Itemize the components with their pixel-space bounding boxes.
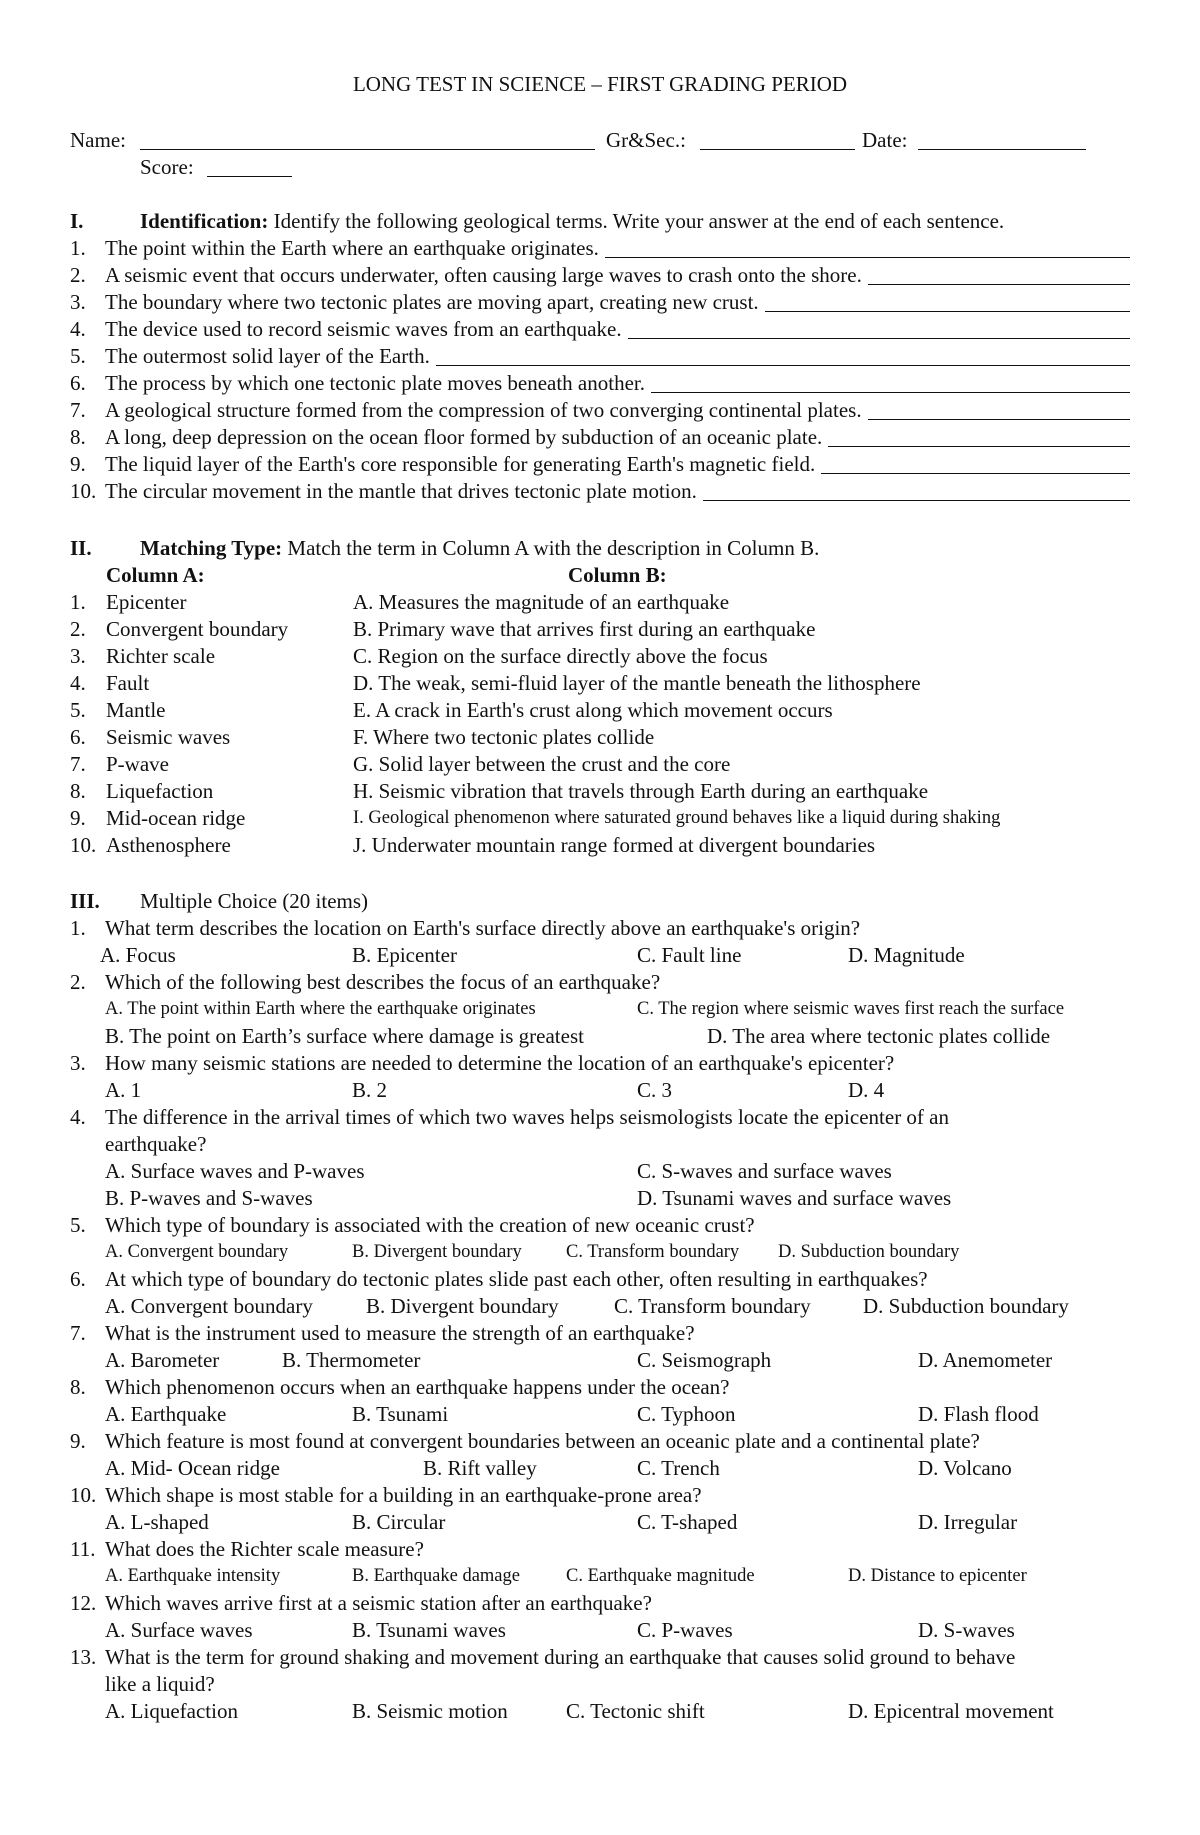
choice-c[interactable]: C. Typhoon bbox=[637, 1402, 736, 1426]
choice-b[interactable]: B. Divergent boundary bbox=[352, 1242, 522, 1262]
item-text: A long, deep depression on the ocean floor formed by subduction of an oceanic plate. bbox=[105, 425, 823, 449]
choice-b[interactable]: B. 2 bbox=[352, 1078, 388, 1102]
question-text: Which type of boundary is associated with the creation of new oceanic crust? bbox=[105, 1213, 755, 1237]
name-row bbox=[70, 127, 126, 153]
choice-c[interactable]: C. P-waves bbox=[637, 1618, 733, 1642]
date-blank[interactable] bbox=[918, 149, 1086, 150]
section2-instruction: Match the term in Column A with the description in Column B. bbox=[287, 536, 820, 560]
choice-d[interactable]: D. Flash flood bbox=[918, 1402, 1039, 1426]
column-a-header: Column A: bbox=[106, 563, 205, 587]
question-number: 11. bbox=[70, 1537, 96, 1561]
choice-a[interactable]: A. Barometer bbox=[105, 1348, 220, 1372]
answer-blank[interactable] bbox=[605, 257, 1130, 258]
question-text: What is the term for ground shaking and movement during an earthquake that causes solid ground to behave bbox=[105, 1645, 1016, 1669]
choice-b[interactable]: B. Tsunami waves bbox=[352, 1618, 506, 1642]
question-number: 6. bbox=[70, 1267, 86, 1291]
question-number: 12. bbox=[70, 1591, 97, 1615]
answer-blank[interactable] bbox=[868, 419, 1130, 420]
row-number: 9. bbox=[70, 806, 86, 830]
question-number: 3. bbox=[70, 1051, 86, 1075]
choice-d[interactable]: D. Subduction boundary bbox=[863, 1294, 1069, 1318]
answer-blank[interactable] bbox=[765, 311, 1130, 312]
choice-d[interactable]: D. Magnitude bbox=[848, 943, 965, 967]
section1-instruction: Identify the following geological terms. Write your answer at the end of each sentence. bbox=[273, 209, 1005, 233]
choice-d[interactable]: D. Tsunami waves and surface waves bbox=[637, 1186, 952, 1210]
answer-blank[interactable] bbox=[703, 500, 1130, 501]
score-label: Score: bbox=[140, 155, 194, 179]
section3-heading: Multiple Choice (20 items) bbox=[140, 889, 369, 913]
question-number: 13. bbox=[70, 1645, 97, 1669]
column-a-term: Convergent boundary bbox=[106, 617, 289, 641]
row-number: 2. bbox=[70, 617, 86, 641]
choice-b[interactable]: B. Earthquake damage bbox=[352, 1566, 520, 1586]
column-b-description: I. Geological phenomenon where saturated ground behaves like a liquid during shaking bbox=[353, 808, 1001, 828]
choice-d[interactable]: D. Anemometer bbox=[918, 1348, 1053, 1372]
item-number: 1. bbox=[70, 236, 86, 260]
score-blank[interactable] bbox=[207, 176, 292, 177]
choice-b[interactable]: B. The point on Earth’s surface where damage is greatest bbox=[105, 1024, 584, 1048]
question-number: 8. bbox=[70, 1375, 86, 1399]
section3-roman: III. bbox=[70, 889, 100, 913]
choice-c[interactable]: C. The region where seismic waves first reach the surface bbox=[637, 999, 1065, 1019]
column-a-term: Seismic waves bbox=[106, 725, 231, 749]
choice-b[interactable]: B. Seismic motion bbox=[352, 1699, 508, 1723]
page-title: LONG TEST IN SCIENCE – FIRST GRADING PERIOD bbox=[352, 72, 848, 96]
question-text-continued: like a liquid? bbox=[105, 1672, 215, 1696]
column-a-term: Fault bbox=[106, 671, 150, 695]
choice-c[interactable]: C. S-waves and surface waves bbox=[637, 1159, 892, 1183]
choice-a[interactable]: A. The point within Earth where the earthquake originates bbox=[105, 999, 536, 1019]
name-blank[interactable] bbox=[140, 149, 595, 150]
item-text: A geological structure formed from the compression of two converging continental plates. bbox=[105, 398, 862, 422]
date-label: Date: bbox=[862, 128, 908, 152]
column-a-term: Mantle bbox=[106, 698, 166, 722]
item-text: The device used to record seismic waves from an earthquake. bbox=[105, 317, 622, 341]
question-text: What does the Richter scale measure? bbox=[105, 1537, 424, 1561]
section2-heading: Matching Type: bbox=[140, 536, 283, 560]
item-text: The outermost solid layer of the Earth. bbox=[105, 344, 430, 368]
choice-c[interactable]: C. Transform boundary bbox=[566, 1242, 740, 1262]
section2-roman: II. bbox=[70, 536, 92, 560]
choice-d[interactable]: D. Distance to epicenter bbox=[848, 1566, 1027, 1586]
item-text: The circular movement in the mantle that drives tectonic plate motion. bbox=[105, 479, 697, 503]
item-number: 3. bbox=[70, 290, 86, 314]
item-text: The boundary where two tectonic plates are moving apart, creating new crust. bbox=[105, 290, 759, 314]
section2-header bbox=[140, 535, 819, 561]
row-number: 1. bbox=[70, 590, 86, 614]
question-text: Which waves arrive first at a seismic station after an earthquake? bbox=[105, 1591, 652, 1615]
row-number: 6. bbox=[70, 725, 86, 749]
question-number: 2. bbox=[70, 970, 86, 994]
choice-a[interactable]: A. Liquefaction bbox=[105, 1699, 238, 1723]
item-number: 6. bbox=[70, 371, 86, 395]
choice-b[interactable]: B. Thermometer bbox=[282, 1348, 421, 1372]
column-b-description: H. Seismic vibration that travels through Earth during an earthquake bbox=[353, 779, 929, 803]
row-number: 4. bbox=[70, 671, 86, 695]
item-text: The point within the Earth where an earthquake originates. bbox=[105, 236, 599, 260]
choice-d[interactable]: D. S-waves bbox=[918, 1618, 1015, 1642]
choice-a[interactable]: A. Earthquake intensity bbox=[105, 1566, 281, 1586]
question-text: The difference in the arrival times of which two waves helps seismologists locate the epicenter of an bbox=[105, 1105, 949, 1129]
column-a-term: P-wave bbox=[106, 752, 169, 776]
answer-blank[interactable] bbox=[821, 473, 1130, 474]
choice-d[interactable]: D. Volcano bbox=[918, 1456, 1012, 1480]
question-number: 1. bbox=[70, 916, 86, 940]
column-b-description: F. Where two tectonic plates collide bbox=[353, 725, 655, 749]
column-b-description: E. A crack in Earth's crust along which movement occurs bbox=[353, 698, 833, 722]
question-text: At which type of boundary do tectonic plates slide past each other, often resulting in earthquakes? bbox=[105, 1267, 928, 1291]
choice-a[interactable]: A. Surface waves bbox=[105, 1618, 253, 1642]
question-text: How many seismic stations are needed to determine the location of an earthquake's epicenter? bbox=[105, 1051, 895, 1075]
item-number: 5. bbox=[70, 344, 86, 368]
column-b-header: Column B: bbox=[568, 563, 667, 587]
question-number: 4. bbox=[70, 1105, 86, 1129]
item-number: 2. bbox=[70, 263, 86, 287]
column-b-description: G. Solid layer between the crust and the core bbox=[353, 752, 731, 776]
row-number: 8. bbox=[70, 779, 86, 803]
section1-header bbox=[140, 208, 1004, 234]
answer-blank[interactable] bbox=[868, 284, 1130, 285]
question-text: Which shape is most stable for a building in an earthquake-prone area? bbox=[105, 1483, 702, 1507]
choice-d[interactable]: D. The area where tectonic plates collide bbox=[707, 1024, 1051, 1048]
choice-d[interactable]: D. 4 bbox=[848, 1078, 885, 1102]
choice-b[interactable]: B. Divergent boundary bbox=[366, 1294, 559, 1318]
choice-b[interactable]: B. Rift valley bbox=[423, 1456, 537, 1480]
choice-a[interactable]: A. Focus bbox=[100, 943, 176, 967]
choice-b[interactable]: B. Epicenter bbox=[352, 943, 457, 967]
column-b-description: D. The weak, semi-fluid layer of the mantle beneath the lithosphere bbox=[353, 671, 921, 695]
item-text: The liquid layer of the Earth's core responsible for generating Earth's magnetic field. bbox=[105, 452, 816, 476]
grsec-blank[interactable] bbox=[700, 149, 855, 150]
row-number: 5. bbox=[70, 698, 86, 722]
choice-c[interactable]: C. T-shaped bbox=[637, 1510, 738, 1534]
section1-heading: Identification: bbox=[140, 209, 269, 233]
question-number: 10. bbox=[70, 1483, 97, 1507]
column-a-term: Richter scale bbox=[106, 644, 216, 668]
column-b-description: A. Measures the magnitude of an earthquake bbox=[353, 590, 730, 614]
question-text-continued: earthquake? bbox=[105, 1132, 207, 1156]
choice-c[interactable]: C. 3 bbox=[637, 1078, 673, 1102]
choice-c[interactable]: C. Fault line bbox=[637, 943, 742, 967]
question-number: 5. bbox=[70, 1213, 86, 1237]
column-a-term: Epicenter bbox=[106, 590, 187, 614]
question-text: Which feature is most found at convergent boundaries between an oceanic plate and a continental plate? bbox=[105, 1429, 980, 1453]
item-number: 4. bbox=[70, 317, 86, 341]
question-text: What term describes the location on Earth's surface directly above an earthquake's origin? bbox=[105, 916, 861, 940]
choice-c[interactable]: C. Earthquake magnitude bbox=[566, 1566, 755, 1586]
item-number: 7. bbox=[70, 398, 86, 422]
row-number: 10. bbox=[70, 833, 97, 857]
answer-blank[interactable] bbox=[651, 392, 1130, 393]
choice-a[interactable]: A. Convergent boundary bbox=[105, 1294, 313, 1318]
choice-b[interactable]: B. Tsunami bbox=[352, 1402, 449, 1426]
question-text: Which of the following best describes the focus of an earthquake? bbox=[105, 970, 661, 994]
choice-a[interactable]: A. Surface waves and P-waves bbox=[105, 1159, 365, 1183]
column-a-term: Mid-ocean ridge bbox=[106, 806, 246, 830]
answer-blank[interactable] bbox=[436, 365, 1130, 366]
choice-d[interactable]: D. Subduction boundary bbox=[778, 1242, 960, 1262]
column-b-description: B. Primary wave that arrives first during an earthquake bbox=[353, 617, 816, 641]
choice-c[interactable]: C. Tectonic shift bbox=[566, 1699, 705, 1723]
grsec-label: Gr&Sec.: bbox=[606, 128, 686, 152]
answer-blank[interactable] bbox=[628, 338, 1130, 339]
item-number: 8. bbox=[70, 425, 86, 449]
choice-d[interactable]: D. Epicentral movement bbox=[848, 1699, 1054, 1723]
choice-a[interactable]: A. Convergent boundary bbox=[105, 1242, 289, 1262]
row-number: 7. bbox=[70, 752, 86, 776]
answer-blank[interactable] bbox=[828, 446, 1130, 447]
question-text: Which phenomenon occurs when an earthquake happens under the ocean? bbox=[105, 1375, 730, 1399]
question-text: What is the instrument used to measure the strength of an earthquake? bbox=[105, 1321, 695, 1345]
item-text: The process by which one tectonic plate moves beneath another. bbox=[105, 371, 645, 395]
item-number: 9. bbox=[70, 452, 86, 476]
choice-b[interactable]: B. Circular bbox=[352, 1510, 446, 1534]
choice-b[interactable]: B. P-waves and S-waves bbox=[105, 1186, 313, 1210]
section1-roman: I. bbox=[70, 209, 84, 233]
choice-a[interactable]: A. Mid- Ocean ridge bbox=[105, 1456, 280, 1480]
choice-c[interactable]: C. Trench bbox=[637, 1456, 720, 1480]
row-number: 3. bbox=[70, 644, 86, 668]
choice-a[interactable]: A. L-shaped bbox=[105, 1510, 209, 1534]
question-number: 7. bbox=[70, 1321, 86, 1345]
column-b-description: J. Underwater mountain range formed at divergent boundaries bbox=[353, 833, 876, 857]
item-text: A seismic event that occurs underwater, often causing large waves to crash onto the shore. bbox=[105, 263, 862, 287]
choice-a[interactable]: A. Earthquake bbox=[105, 1402, 227, 1426]
column-a-term: Asthenosphere bbox=[106, 833, 231, 857]
choice-c[interactable]: C. Seismograph bbox=[637, 1348, 772, 1372]
name-label: Name: bbox=[70, 128, 126, 152]
question-number: 9. bbox=[70, 1429, 86, 1453]
choice-d[interactable]: D. Irregular bbox=[918, 1510, 1018, 1534]
column-b-description: C. Region on the surface directly above the focus bbox=[353, 644, 768, 668]
choice-c[interactable]: C. Transform boundary bbox=[614, 1294, 811, 1318]
item-number: 10. bbox=[70, 479, 97, 503]
column-a-term: Liquefaction bbox=[106, 779, 214, 803]
choice-a[interactable]: A. 1 bbox=[105, 1078, 142, 1102]
